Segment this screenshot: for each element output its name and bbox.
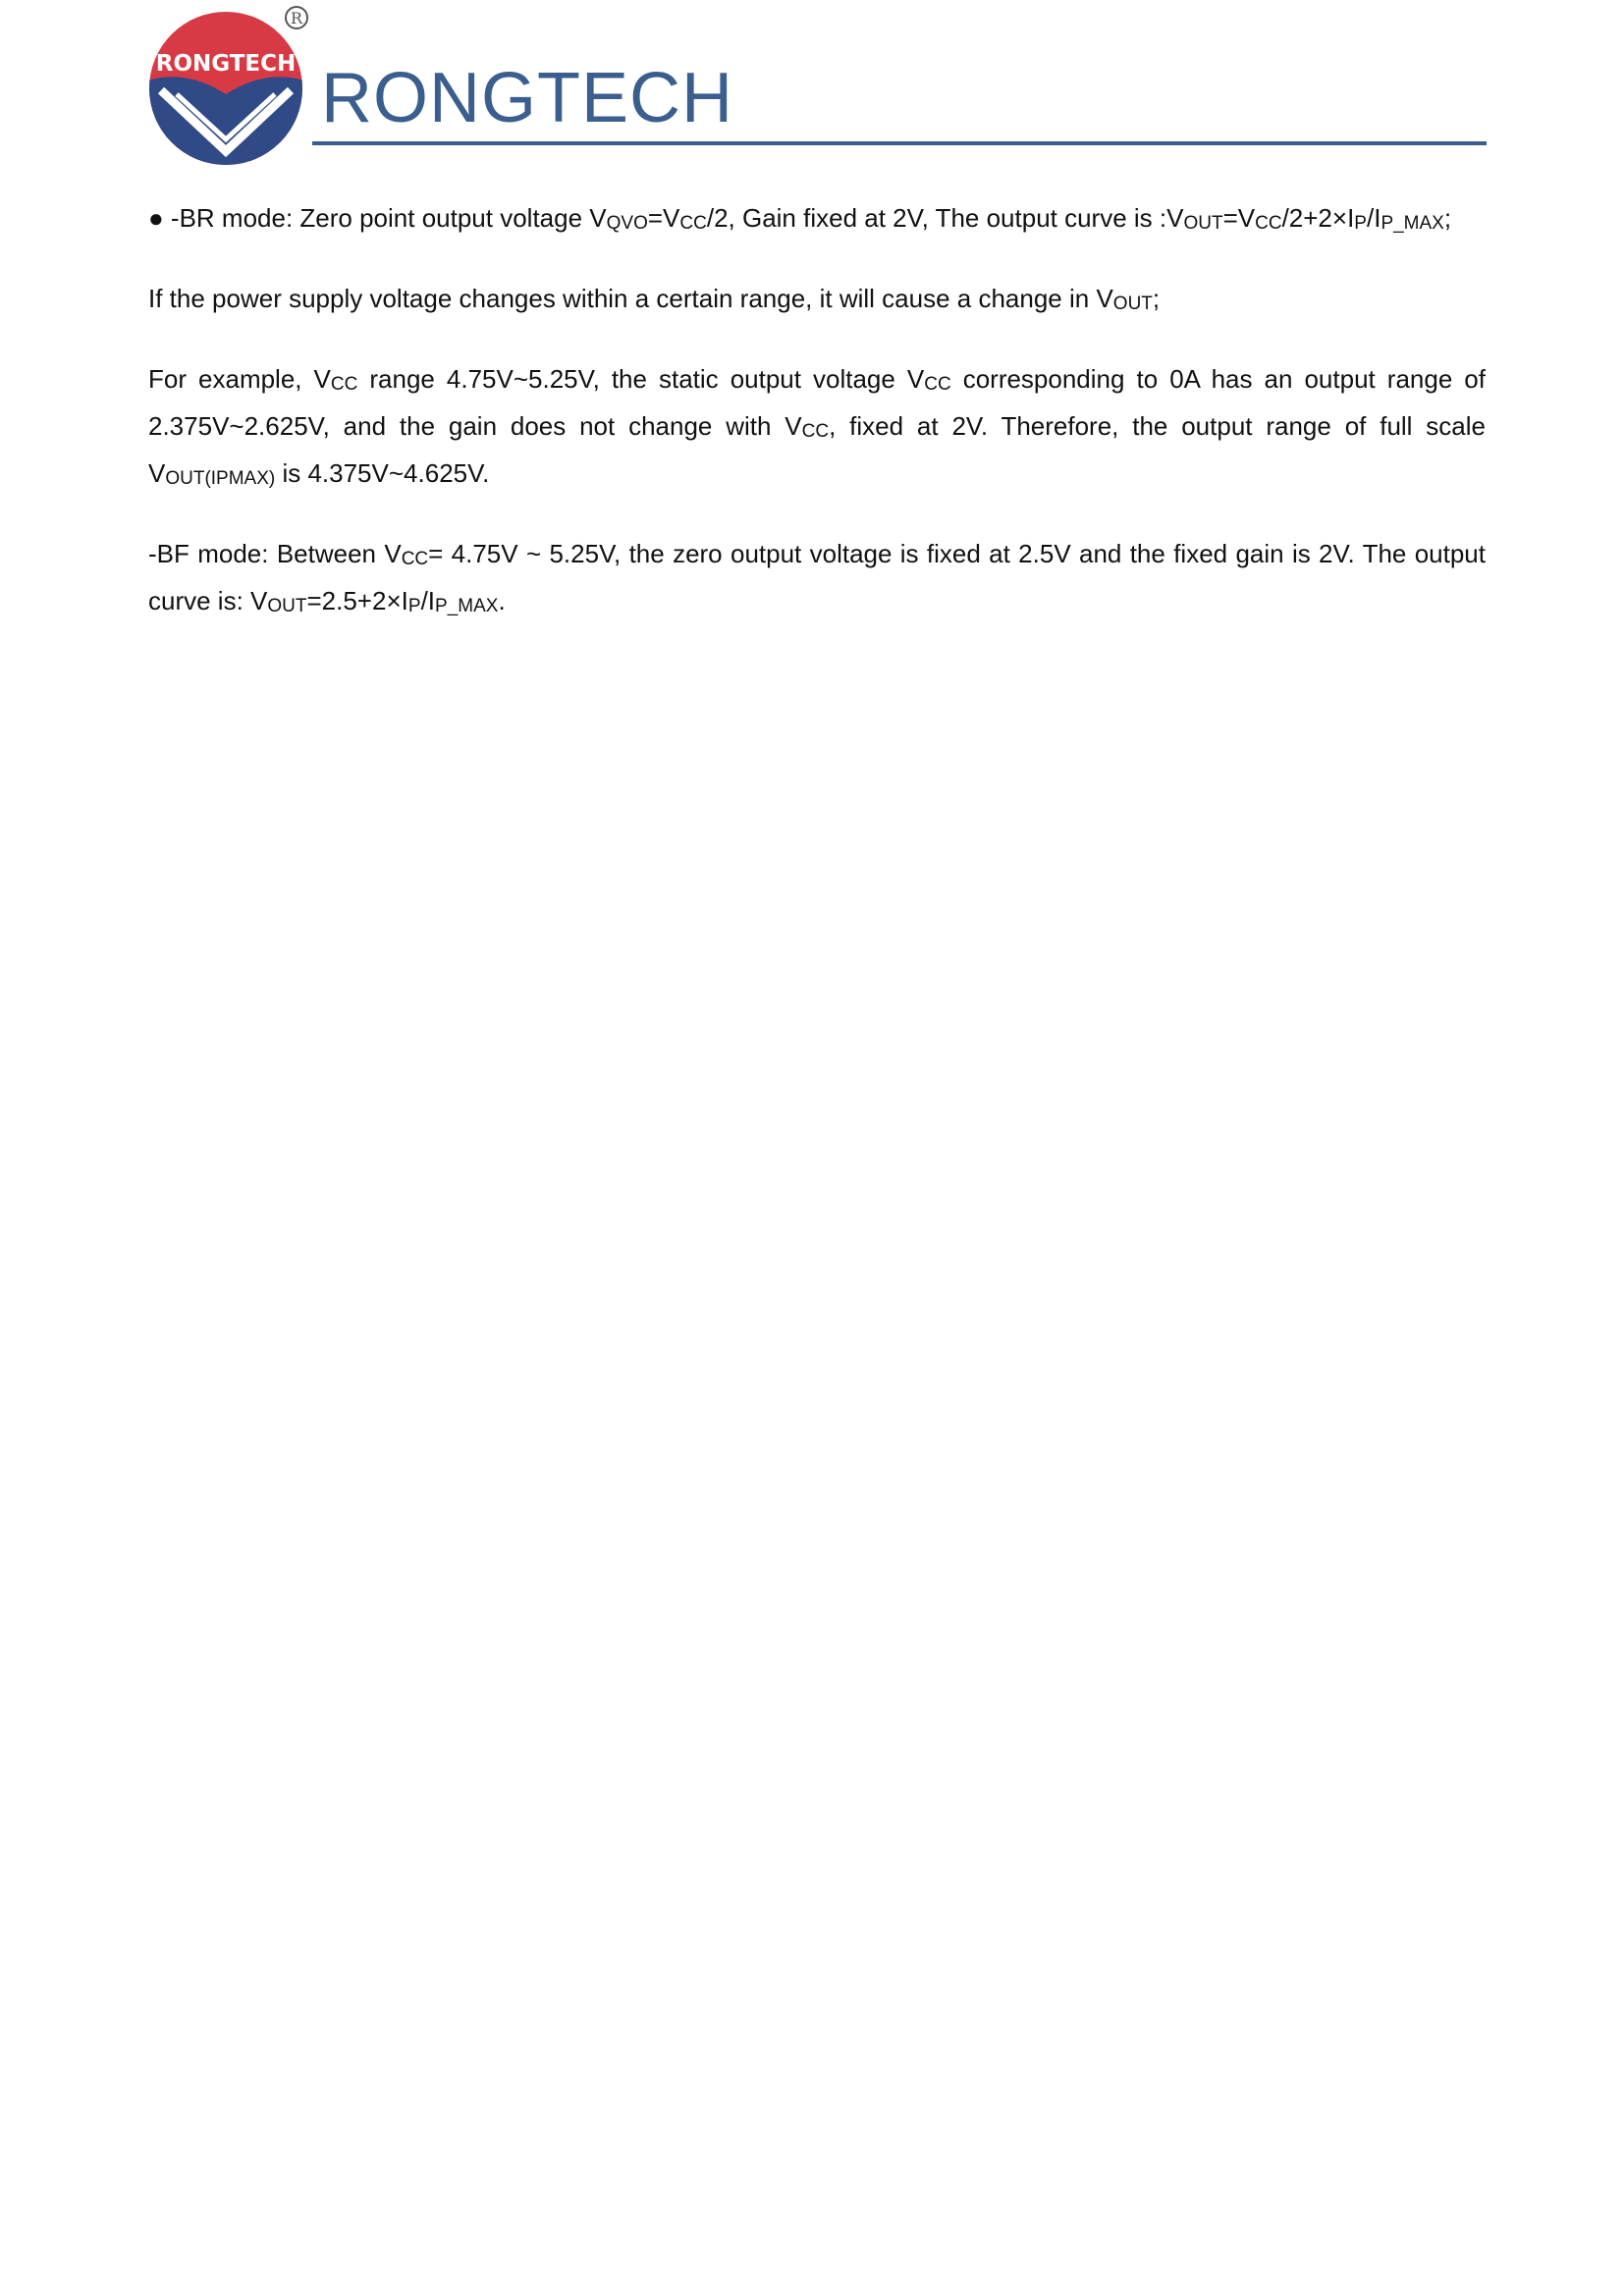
subscript: P_MAX (1380, 213, 1444, 234)
paragraph-supply-change (148, 277, 1486, 324)
subscript: OUT(IPMAX) (165, 468, 276, 489)
subscript: OUT (267, 596, 307, 616)
subscript: CC (801, 421, 830, 442)
subscript: OUT (1183, 213, 1223, 234)
subscript: CC (401, 549, 429, 569)
text-run: =V (647, 203, 680, 233)
text-run: If the power supply voltage changes within a certain range, it will cause a change in V (148, 284, 1113, 313)
document-body (148, 196, 1486, 660)
paragraph-bf-mode (148, 532, 1486, 626)
text-run: ; (1443, 203, 1452, 233)
subscript: P (407, 596, 421, 616)
subscript: CC (679, 213, 707, 234)
logo-text: RONGTECH (155, 51, 297, 77)
header-rule (312, 141, 1487, 145)
text-run: /2+2×I (1281, 203, 1355, 233)
subscript: QVO (606, 213, 648, 234)
paragraph-br-mode (148, 196, 1486, 243)
text-run: ; (1152, 284, 1161, 313)
subscript: P (1354, 213, 1367, 234)
text-run: /2, Gain fixed at 2V, The output curve is :V (706, 203, 1184, 233)
subscript: CC (1255, 213, 1282, 234)
subscript: OUT (1112, 294, 1153, 314)
text-run: =V (1222, 203, 1256, 233)
text-run: range 4.75V~5.25V, the static output voltage V (357, 364, 925, 394)
text-run: = 4.75V ~ 5.25V, the zero output voltage is fixed at 2.5V and the fixed gain is 2V. The output curve is: V (148, 539, 1486, 615)
registered-mark: R (290, 9, 303, 27)
subscript: CC (330, 374, 358, 395)
text-run: , fixed at 2V. Therefore, the output range of full scale V (148, 411, 1486, 488)
text-run: =2.5+2×I (306, 586, 408, 615)
text-run: corresponding to 0A has an output range of 2.375V~2.625V, and the gain does not change with V (148, 364, 1486, 441)
text-run: /I (1366, 203, 1381, 233)
subscript: CC (924, 374, 951, 395)
text-run: . (498, 586, 506, 615)
rongtech-logo (147, 4, 314, 167)
text-run: For example, V (148, 364, 331, 394)
text-run: /I (420, 586, 436, 615)
text-run: -BF mode: Between V (148, 539, 402, 568)
text-run: is 4.375V~4.625V. (275, 458, 490, 488)
paragraph-example (148, 357, 1486, 499)
brand-name: RONGTECH (321, 59, 733, 137)
text-run: ● -BR mode: Zero point output voltage V (148, 203, 607, 233)
subscript: P_MAX (435, 596, 499, 616)
